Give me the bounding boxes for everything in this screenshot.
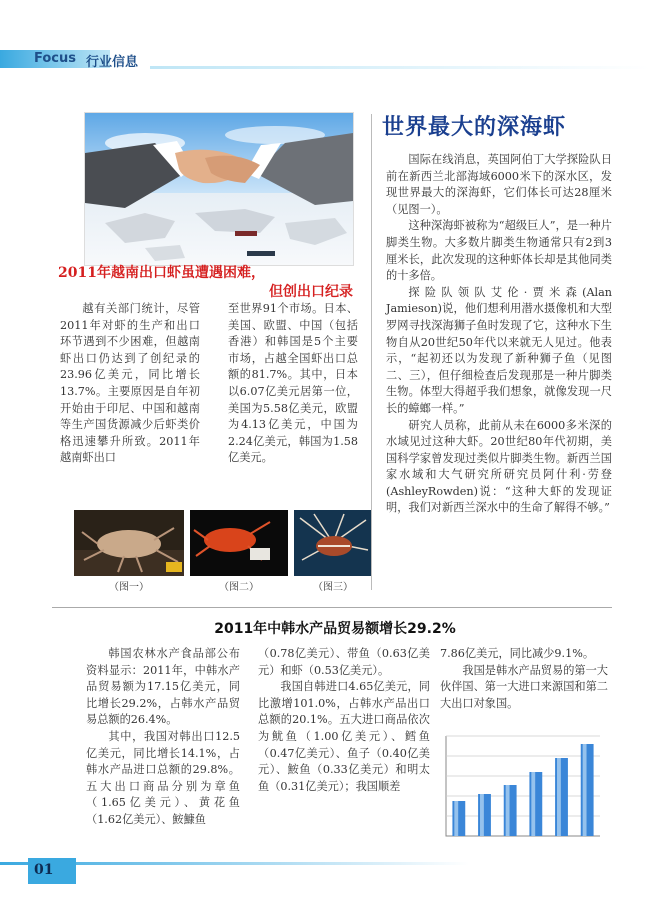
article1-title-line2: 但创出口纪录 bbox=[269, 284, 353, 300]
article1-column1 bbox=[60, 301, 200, 467]
handshake-image bbox=[84, 112, 354, 266]
header-focus-label: Focus bbox=[34, 51, 76, 66]
chart-bar-highlight bbox=[480, 794, 484, 836]
article3-paragraph-cont: （0.78亿美元）、带鱼（0.63亿美元）和虾（0.53亿美元）。 bbox=[258, 647, 430, 677]
chart-bar bbox=[478, 794, 491, 836]
article1-title-line1: 2011年越南出口虾虽遭遇困难， bbox=[58, 265, 265, 281]
article3-paragraph: 我国是韩水产品贸易的第一大伙伴国、第一大进口来源国和第二大出口对象国。 bbox=[440, 663, 608, 710]
trade-bar-chart-svg bbox=[432, 730, 608, 850]
caption-figure3: （图三） bbox=[313, 582, 353, 593]
chart-bar-highlight bbox=[557, 758, 561, 836]
trade-bar-chart bbox=[432, 730, 608, 850]
article3-title: 2011年中韩水产品贸易额增长29.2% bbox=[214, 621, 456, 637]
lionfish-image bbox=[294, 510, 372, 576]
article3-paragraph: 其中，我国对韩出口12.5亿美元，同比增长14.1%，占韩水产品进口总额的29.8%。五大出口商品分别为章鱼（1.65亿美元）、黄花鱼（1.62亿美元）、鮟鱇鱼 bbox=[86, 729, 240, 826]
article1-column2 bbox=[228, 301, 358, 467]
page-number: 01 bbox=[34, 862, 54, 878]
chart-bar bbox=[452, 801, 465, 836]
chart-bar-highlight bbox=[506, 785, 510, 836]
article2-paragraph: 这种深海虾被称为“超级巨人”，是一种片脚类生物。大多数片脚类生物通常只有2到3厘米长，此次发现的这种虾体长却是其他同类的十多倍。 bbox=[386, 219, 612, 283]
article2-paragraph: 研究人员称，此前从未在6000多米深的水域见过这种大虾。20世纪80年代初期，美国科学家曾发现过类似片脚类生物。新西兰国家水域和大气研究所研究员阿什利·劳登(AshleyRowden)说：“这种大虾的发现证明，我们对新西兰深水中的生命了解得不够。” bbox=[386, 418, 612, 515]
article3-column1 bbox=[86, 646, 240, 829]
article1-paragraph: 越有关部门统计，尽管2011年对虾的生产和出口环节遇到不少困难，但越南虾出口仍达到了创纪录的23.96亿美元，同比增长13.7%。主要原因是自年初开始由于印尼、中国和越南等生产国货源减少后虾类价格迅速攀升所致。2011年越南虾出口 bbox=[60, 302, 200, 465]
footer-rule bbox=[0, 862, 670, 865]
column-divider bbox=[371, 114, 372, 590]
article2-title: 世界最大的深海虾 bbox=[382, 115, 567, 140]
header-rule bbox=[150, 66, 650, 69]
article3-column3 bbox=[440, 646, 608, 712]
article1-paragraph-cont: 至世界91个市场。日本、美国、欧盟、中国（包括香港）和韩国是5个主要市场，占越全国虾出口总额的81.7%。其中，日本以6.07亿美元居第一位，美国为5.58亿美元，欧盟为4.13亿美元，中国为2.24亿美元，韩国为1.58亿美元。 bbox=[228, 302, 358, 465]
chart-bar bbox=[581, 744, 594, 836]
article3-paragraph: 我国自韩进口4.65亿美元，同比激增101.0%，占韩水产品出口总额的20.1%。五大进口商品依次为鱿鱼（1.00亿美元）、鳕鱼（0.47亿美元）、鱼子（0.40亿美元）、鮟鱼（0.33亿美元）和明太鱼（0.31亿美元）；我国顺差 bbox=[258, 680, 430, 793]
article3-paragraph: 韩国农林水产食品部公布资料显示：2011年，中韩水产品贸易额为17.15亿美元，同比增长29.2%，占韩水产品贸易总额的26.4%。 bbox=[86, 647, 240, 727]
chart-bar-highlight bbox=[454, 801, 458, 836]
header-category: 行业信息 bbox=[86, 55, 139, 70]
article2-paragraph: 探险队领队艾伦·贾米森(Alan Jamieson)说，他们想利用潜水摄像机和大型罗网寻找深海狮子鱼时发现了它，这种水下生物自从20世纪50年代以来就无人见过。他表示，“起初还以为发现了新种狮子鱼（见图二、三），但仔细检查后发现那是一种片脚类生物。体型大得超乎我们想象，就像发现一尺长的蟑螂一样。” bbox=[386, 285, 612, 415]
section-separator bbox=[52, 607, 612, 608]
chart-bar bbox=[504, 785, 517, 836]
caption-figure1: （图一） bbox=[109, 582, 149, 593]
article3-paragraph-cont: 7.86亿美元，同比减少9.1%。 bbox=[440, 647, 595, 660]
red-amphipod-image bbox=[190, 510, 288, 576]
article2-body bbox=[386, 152, 612, 517]
chart-bar-highlight bbox=[583, 744, 587, 836]
giant-amphipod-image bbox=[74, 510, 184, 576]
chart-bar bbox=[555, 758, 568, 836]
caption-figure2: （图二） bbox=[219, 582, 259, 593]
chart-axis bbox=[446, 736, 600, 836]
article2-paragraph: 国际在线消息，英国阿伯丁大学探险队日前在新西兰北部海域6000米下的深水区，发现世界最大的深海虾，它们体长可达28厘米（见图一）。 bbox=[386, 153, 612, 216]
chart-bar-highlight bbox=[531, 772, 535, 836]
article3-column2 bbox=[258, 646, 430, 795]
